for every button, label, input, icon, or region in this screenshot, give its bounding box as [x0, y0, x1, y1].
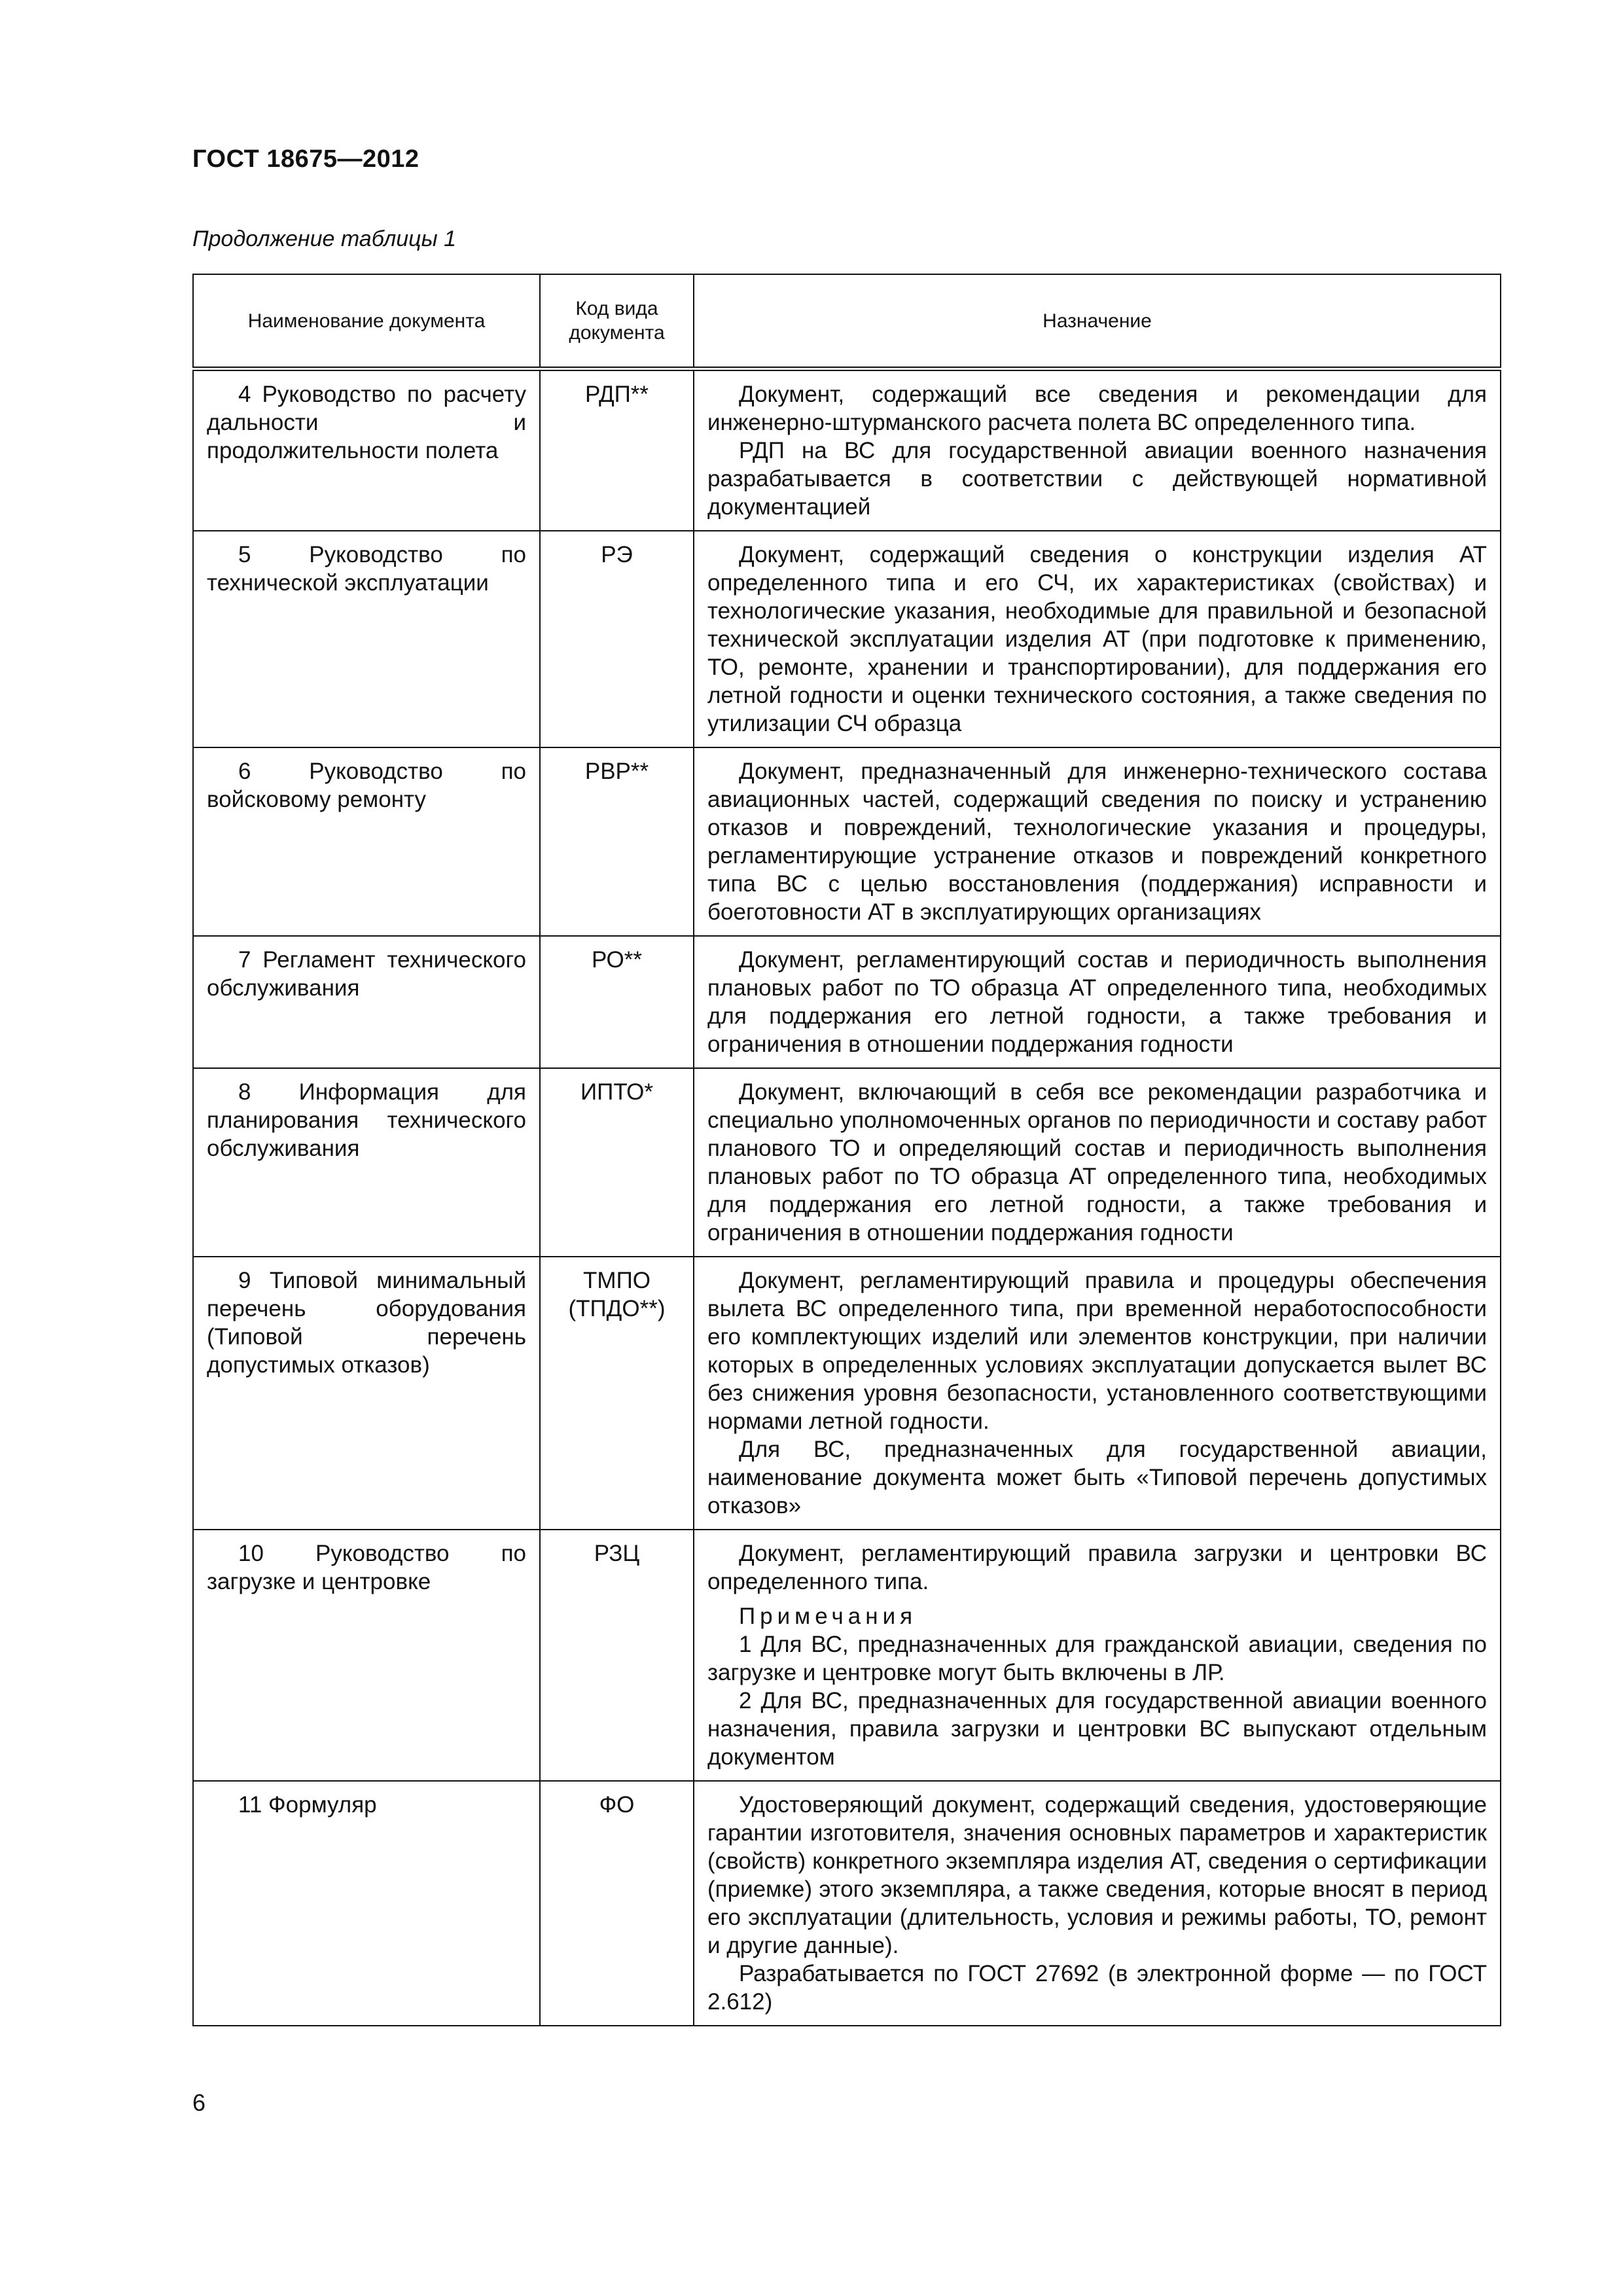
- documents-table: [192, 274, 1501, 2026]
- header-purpose: Назначение: [694, 274, 1501, 369]
- row-name: 5 Руководство по технической эксплуатации: [193, 531, 540, 747]
- page-number: 6: [192, 2089, 206, 2116]
- row-code: РДП**: [540, 369, 694, 531]
- table-row: [193, 1781, 1501, 2026]
- purpose-paragraph: Для ВС, предназначенных для государственной авиации, наименование документа может быть «Типовой перечень допустимых отказов»: [707, 1437, 1487, 1518]
- row-name: 10 Руководство по загрузке и центровке: [193, 1530, 540, 1781]
- table-header-row: [193, 274, 1501, 369]
- row-purpose: [694, 1257, 1501, 1530]
- table-row: [193, 369, 1501, 531]
- header-name: Наименование документа: [193, 274, 540, 369]
- purpose-paragraph: РДП на ВС для государственной авиации военного назначения разрабатывается в соответствии с действующей нормативной документацией: [707, 438, 1487, 520]
- header-code: Код вида документа: [540, 274, 694, 369]
- note-item: 2 Для ВС, предназначенных для государственной авиации военного назначения, правила загрузки и центровки ВС выпускают отдельным документом: [707, 1688, 1487, 1770]
- row-code: РЭ: [540, 531, 694, 747]
- row-purpose: [694, 1530, 1501, 1781]
- purpose-paragraph: Документ, содержащий все сведения и рекомендации для инженерно-штурманского расчета полета ВС определенного типа.: [707, 382, 1487, 435]
- row-name: 11 Формуляр: [193, 1781, 540, 2026]
- purpose-paragraph: Документ, регламентирующий правила и процедуры обеспечения вылета ВС определенного типа, при временной неработоспособности его комплектующих изделий или элементов конструкции, при наличии которых в определенных условиях эксплуатации допускается вылет ВС без снижения уровня безопасности, установленного соответствующими нормами летной годности.: [707, 1268, 1487, 1434]
- row-name: 7 Регламент технического обслуживания: [193, 936, 540, 1068]
- table-row: [193, 1068, 1501, 1257]
- purpose-paragraph: Документ, регламентирующий состав и периодичность выполнения плановых работ по ТО образца АТ определенного типа, необходимых для поддержания его летной годности, а также требования и ограничения в отношении поддержания годности: [707, 947, 1487, 1057]
- purpose-paragraph: Разрабатывается по ГОСТ 27692 (в электронной форме — по ГОСТ 2.612): [707, 1961, 1487, 2015]
- notes-title: Примечания: [739, 1604, 918, 1629]
- purpose-paragraph: Документ, предназначенный для инженерно-технического состава авиационных частей, содержащий сведения по поиску и устранению отказов и повреждений, технологические указания и процедуры, регламентирующие устранение отказов и повреждений конкретного типа ВС с целью восстановления (поддержания) исправности и боеготовности АТ в эксплуатирующих организациях: [707, 759, 1487, 925]
- row-code: ИПТО*: [540, 1068, 694, 1257]
- row-code: РО**: [540, 936, 694, 1068]
- purpose-paragraph: Удостоверяющий документ, содержащий сведения, удостоверяющие гарантии изготовителя, значения основных параметров и характеристик (свойств) конкретного экземпляра изделия АТ, сведения о сертификации (приемке) этого экземпляра, а также сведения, которые вносят в период его эксплуатации (длительность, условия и режимы работы, ТО, ремонт и другие данные).: [707, 1792, 1487, 1958]
- table-row: [193, 531, 1501, 747]
- purpose-paragraph: Документ, содержащий сведения о конструкции изделия АТ определенного типа и его СЧ, их характеристиках (свойствах) и технологические указания, необходимые для правильной и безопасной технической эксплуатации изделия АТ (при подготовке к применению, ТО, ремонте, хранении и транспортировании), для поддержания его летной годности и оценки технического состояния, а также сведения по утилизации СЧ образца: [707, 542, 1487, 736]
- row-purpose: [694, 936, 1501, 1068]
- row-name: 9 Типовой минимальный перечень оборудования (Типовой перечень допустимых отказов): [193, 1257, 540, 1530]
- row-code: ТМПО (ТПДО**): [540, 1257, 694, 1530]
- row-purpose: [694, 531, 1501, 747]
- table-caption: Продолжение таблицы 1: [192, 226, 456, 251]
- row-code: РВР**: [540, 747, 694, 936]
- row-purpose: [694, 747, 1501, 936]
- table-row: [193, 936, 1501, 1068]
- row-name: 8 Информация для планирования технического обслуживания: [193, 1068, 540, 1257]
- table-row: [193, 1530, 1501, 1781]
- row-purpose: [694, 1068, 1501, 1257]
- row-purpose: [694, 1781, 1501, 2026]
- row-code: РЗЦ: [540, 1530, 694, 1781]
- row-purpose: [694, 369, 1501, 531]
- row-name: 4 Руководство по расчету дальности и продолжительности полета: [193, 369, 540, 531]
- note-item: 1 Для ВС, предназначенных для гражданской авиации, сведения по загрузке и центровке могут быть включены в ЛР.: [707, 1632, 1487, 1685]
- table-row: [193, 1257, 1501, 1530]
- purpose-paragraph: Документ, регламентирующий правила загрузки и центровки ВС определенного типа.: [707, 1541, 1487, 1594]
- table-row: [193, 747, 1501, 936]
- purpose-paragraph: Документ, включающий в себя все рекомендации разработчика и специально уполномоченных органов по периодичности и составу работ планового ТО и определяющий состав и периодичность выполнения плановых работ по ТО образца АТ определенного типа, необходимых для поддержания его летной годности, а также требования и ограничения в отношении поддержания годности: [707, 1079, 1487, 1246]
- document-header: ГОСТ 18675—2012: [192, 145, 419, 173]
- row-code: ФО: [540, 1781, 694, 2026]
- row-name: 6 Руководство по войсковому ремонту: [193, 747, 540, 936]
